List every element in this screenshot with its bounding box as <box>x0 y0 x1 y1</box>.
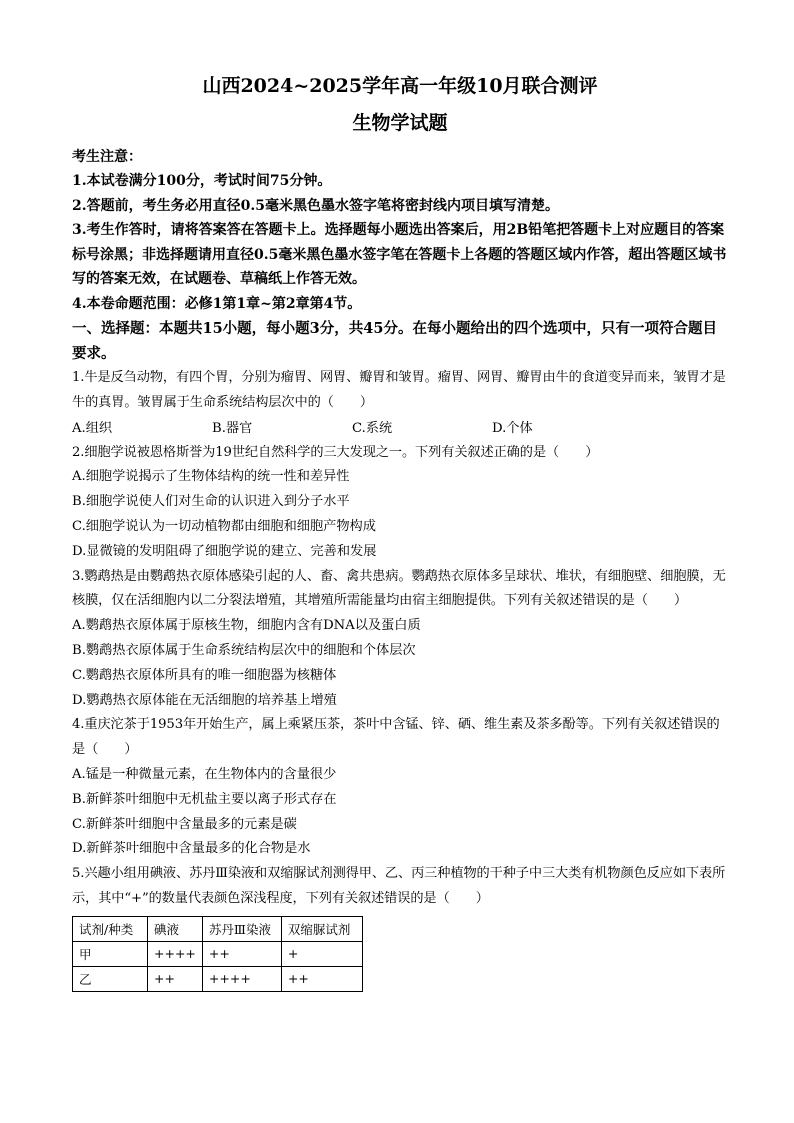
table-header-row <box>73 916 363 941</box>
option: D.个体 <box>492 420 533 436</box>
notice-item: 3.考生作答时，请将答案答在答题卡上。选择题每小题选出答案后，用2B铅笔把答题卡上对应题目的答案标号涂黑；非选择题请用直径0.5毫米黑色墨水签字笔在答题卡上各题的答题区域内作答，超出答题区域书写的答案无效，在试题卷、草稿纸上作答无效。 <box>72 222 727 287</box>
option: B.器官 <box>212 420 253 436</box>
question-stem: 4.重庆沱茶于1953年开始生产，属上乘紧压茶，茶叶中含锰、锌、硒、维生素及茶多酚等。下列有关叙述错误的是（ ） <box>72 717 720 758</box>
table-cell: ++++ <box>148 941 203 966</box>
option: C.新鲜茶叶细胞中含量最多的元素是碳 <box>72 816 297 832</box>
exam-title: 山西2024~2025学年高一年级10月联合测评 <box>202 75 598 97</box>
table-cell: 甲 <box>73 941 148 966</box>
table-cell: ++ <box>148 966 203 991</box>
notice-item: 4.本卷命题范围：必修1第1章~第2章第4节。 <box>72 295 362 312</box>
question-stem: 1.牛是反刍动物，有四个胃，分别为瘤胃、网胃、瓣胃和皱胃。瘤胃、网胃、瓣胃由牛的食道变异而来，皱胃才是牛的真胃。皱胃属于生命系统结构层次中的（ ） <box>72 370 726 410</box>
exam-page <box>72 70 728 992</box>
table-cell: 乙 <box>73 966 148 991</box>
option: C.细胞学说认为一切动植物都由细胞和细胞产物构成 <box>72 518 376 534</box>
notice-heading: 考生注意： <box>72 149 142 165</box>
option: B.细胞学说使人们对生命的认识进入到分子水平 <box>72 494 350 510</box>
table-header-cell: 碘液 <box>148 916 203 941</box>
question-stem: 5.兴趣小组用碘液、苏丹Ⅲ染液和双缩脲试剂测得甲、乙、丙三种植物的干种子中三大类有机物颜色反应如下表所示，其中“+”的数量代表颜色深浅程度，下列有关叙述错误的是（ ） <box>72 866 726 906</box>
option: D.显微镜的发明阻碍了细胞学说的建立、完善和发展 <box>72 543 377 559</box>
option: D.鹦鹉热衣原体能在无活细胞的培养基上增殖 <box>72 692 337 708</box>
option: A.组织 <box>72 420 113 436</box>
option: D.新鲜茶叶细胞中含量最多的化合物是水 <box>72 841 311 857</box>
question-stem: 2.细胞学说被恩格斯誉为19世纪自然科学的三大发现之一。下列有关叙述正确的是（ ） <box>72 444 599 460</box>
option: A.锰是一种微量元素，在生物体内的含量很少 <box>72 766 337 782</box>
table-header-cell: 双缩脲试剂 <box>281 916 362 941</box>
option: B.鹦鹉热衣原体属于生命系统结构层次中的细胞和个体层次 <box>72 642 416 658</box>
table-row <box>73 966 363 991</box>
section-heading: 一、选择题：本题共15小题，每小题3分，共45分。在每小题给出的四个选项中，只有一项符合题目要求。 <box>72 320 717 362</box>
exam-subtitle: 生物学试题 <box>352 112 448 134</box>
option: C.鹦鹉热衣原体所具有的唯一细胞器为核糖体 <box>72 667 337 683</box>
table-header-cell: 苏丹Ⅲ染液 <box>202 916 281 941</box>
notice-item: 2.答题前，考生务必用直径0.5毫米黑色墨水签字笔将密封线内项目填写清楚。 <box>72 197 559 214</box>
options-row <box>72 416 728 441</box>
question-stem: 3.鹦鹉热是由鹦鹉热衣原体感染引起的人、畜、禽共患病。鹦鹉热衣原体多呈球状、堆状，有细胞壁、细胞膜，无核膜，仅在活细胞内以二分裂法增殖，其增殖所需能量均由宿主细胞提供。下列有关叙述错误的是（ ） <box>72 568 726 609</box>
option: A.细胞学说揭示了生物体结构的统一性和差异性 <box>72 469 350 485</box>
option: B.新鲜茶叶细胞中无机盐主要以离子形式存在 <box>72 791 337 807</box>
option: A.鹦鹉热衣原体属于原核生物，细胞内含有DNA以及蛋白质 <box>72 618 421 634</box>
notice-item: 1.本试卷满分100分，考试时间75分钟。 <box>72 173 332 189</box>
reagent-table <box>72 916 363 992</box>
option: C.系统 <box>352 420 393 436</box>
table-row <box>73 941 363 966</box>
table-cell: ++++ <box>202 966 281 991</box>
table-cell: ++ <box>281 966 362 991</box>
table-cell: ++ <box>202 941 281 966</box>
table-header-cell: 试剂/种类 <box>73 916 148 941</box>
table-cell: + <box>281 941 362 966</box>
